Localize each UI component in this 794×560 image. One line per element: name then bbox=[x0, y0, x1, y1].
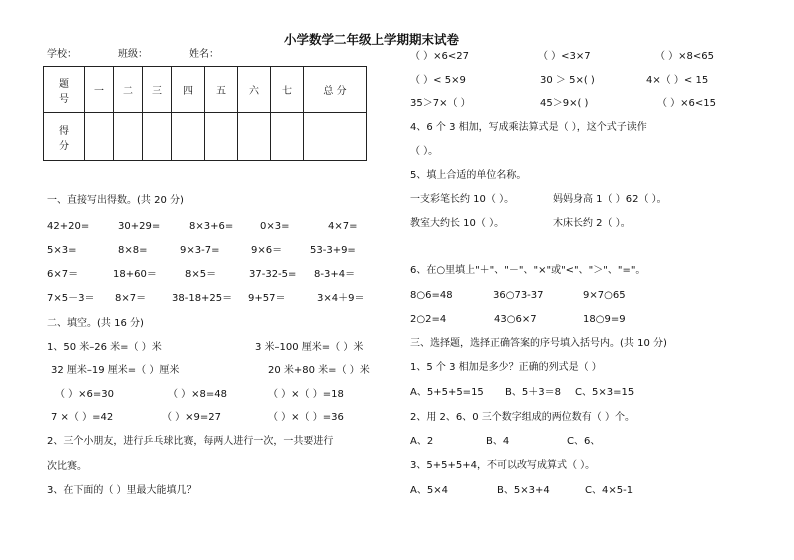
question-6-title: 6、在○里填上"＋"、"－"、"×"或"<"、"＞"、"="。 bbox=[410, 265, 646, 276]
section-1-title: 一、直接写出得数。(共 20 分) bbox=[47, 195, 184, 206]
question-2-line-1: 2、三个小朋友，进行乒乓球比赛，每两人进行一次，一共要进行 bbox=[47, 436, 334, 447]
choice-option: C、6、 bbox=[567, 436, 601, 447]
choice-option: C、5×3=15 bbox=[575, 387, 635, 398]
choice-option: C、4×5-1 bbox=[585, 485, 634, 496]
fill-item: 7 ×（ ）=42 bbox=[51, 412, 114, 423]
operator-item: 2○2=4 bbox=[410, 314, 447, 325]
row-label-score: 得 分 bbox=[44, 113, 85, 161]
score-cell bbox=[205, 113, 238, 161]
calc-item: 53-3+9= bbox=[310, 245, 356, 256]
compare-item: 30 ＞ 5×( ) bbox=[540, 75, 595, 86]
compare-item: （ ）×6<27 bbox=[410, 51, 470, 62]
fill-item: （ ）×6=30 bbox=[55, 389, 115, 400]
choice-option: A、5+5+5=15 bbox=[410, 387, 484, 398]
operator-item: 18○9=9 bbox=[583, 314, 626, 325]
school-label: 学校： bbox=[47, 49, 77, 60]
name-label: 姓名： bbox=[189, 49, 219, 60]
calc-item: 42+20= bbox=[47, 221, 90, 232]
unit-item: 一支彩笔长约 10（ ）。 bbox=[410, 194, 515, 205]
compare-item: 45＞9×( ) bbox=[540, 98, 589, 109]
calc-item: 9+57＝ bbox=[248, 293, 286, 304]
unit-item: 教室大约长 10（ ）。 bbox=[410, 218, 505, 229]
choice-option: B、4 bbox=[486, 436, 510, 447]
fill-item: 3 米–100 厘米=（ ）米 bbox=[255, 342, 364, 353]
choice-option: A、2 bbox=[410, 436, 434, 447]
choice-question-1: 1、5 个 3 相加是多少？正确的列式是（ ） bbox=[410, 362, 602, 373]
calc-item: 7×5－3＝ bbox=[47, 293, 95, 304]
score-cell bbox=[85, 113, 114, 161]
calc-item: 8-3+4＝ bbox=[314, 269, 356, 280]
fill-item: （ ）×（ ）=36 bbox=[268, 412, 344, 423]
operator-item: 36○73-37 bbox=[493, 290, 544, 301]
fill-item: （ ）×8=48 bbox=[168, 389, 228, 400]
class-label: 班级： bbox=[118, 49, 148, 60]
operator-item: 8○6=48 bbox=[410, 290, 453, 301]
col-header-total: 总 分 bbox=[304, 67, 367, 113]
question-4-line-1: 4、6 个 3 相加，写成乘法算式是（ ），这个式子读作 bbox=[410, 122, 647, 133]
compare-item: （ ）<3×7 bbox=[538, 51, 591, 62]
calc-item: 30+29= bbox=[118, 221, 161, 232]
fill-item: 1、50 米–26 米=（ ）米 bbox=[47, 342, 162, 353]
compare-item: （ ）×8<65 bbox=[655, 51, 715, 62]
score-table bbox=[43, 66, 367, 161]
row-label-question-no: 题 号 bbox=[44, 67, 85, 113]
col-header: 七 bbox=[271, 67, 304, 113]
choice-option: B、5＋3＝8 bbox=[505, 387, 561, 398]
operator-item: 43○6×7 bbox=[494, 314, 537, 325]
question-5-title: 5、填上合适的单位名称。 bbox=[410, 170, 527, 181]
question-2-line-2: 次比赛。 bbox=[47, 461, 87, 472]
col-header: 五 bbox=[205, 67, 238, 113]
page-title: 小学数学二年级上学期期末试卷 bbox=[284, 32, 460, 47]
calc-item: 37-32-5= bbox=[249, 269, 297, 280]
calc-item: 6×7＝ bbox=[47, 269, 79, 280]
question-3: 3、在下面的（ ）里最大能填几？ bbox=[47, 485, 197, 496]
score-cell bbox=[271, 113, 304, 161]
section-3-title: 三、选择题，选择正确答案的序号填入括号内。(共 10 分) bbox=[410, 338, 667, 349]
section-2-title: 二、填空。(共 16 分) bbox=[47, 318, 144, 329]
calc-item: 3×4＋9＝ bbox=[317, 293, 365, 304]
fill-item: 20 米+80 米=（ ）米 bbox=[268, 365, 370, 376]
question-4-line-2: （ ）。 bbox=[410, 146, 439, 157]
calc-item: 8×8= bbox=[118, 245, 148, 256]
fill-item: （ ）×9=27 bbox=[162, 412, 222, 423]
calc-item: 9×6＝ bbox=[251, 245, 283, 256]
score-cell bbox=[172, 113, 205, 161]
fill-item: 32 厘米–19 厘米=（ ）厘米 bbox=[51, 365, 180, 376]
score-cell bbox=[114, 113, 143, 161]
calc-item: 8×5＝ bbox=[185, 269, 217, 280]
calc-item: 0×3= bbox=[260, 221, 290, 232]
choice-option: A、5×4 bbox=[410, 485, 448, 496]
calc-item: 8×7＝ bbox=[115, 293, 147, 304]
fill-item: （ ）×（ ）=18 bbox=[268, 389, 344, 400]
col-header: 四 bbox=[172, 67, 205, 113]
score-cell bbox=[238, 113, 271, 161]
col-header: 六 bbox=[238, 67, 271, 113]
compare-item: 35＞7×（ ） bbox=[410, 98, 471, 109]
choice-question-3: 3、5+5+5+4，不可以改写成算式（ ）。 bbox=[410, 460, 596, 471]
col-header: 二 bbox=[114, 67, 143, 113]
calc-item: 18+60＝ bbox=[113, 269, 157, 280]
calc-item: 5×3= bbox=[47, 245, 77, 256]
score-cell bbox=[143, 113, 172, 161]
choice-option: B、5×3+4 bbox=[497, 485, 550, 496]
unit-item: 妈妈身高 1（ ）62（ ）。 bbox=[553, 194, 667, 205]
compare-item: （ ）< 5×9 bbox=[410, 75, 466, 86]
col-header: 三 bbox=[143, 67, 172, 113]
calc-item: 4×7= bbox=[328, 221, 358, 232]
choice-question-2: 2、用 2、6、0 三个数字组成的两位数有（ ）个。 bbox=[410, 412, 635, 423]
compare-item: 4×（ ）< 15 bbox=[646, 75, 709, 86]
unit-item: 木床长约 2（ ）。 bbox=[553, 218, 631, 229]
score-cell bbox=[304, 113, 367, 161]
calc-item: 38-18+25＝ bbox=[172, 293, 233, 304]
operator-item: 9×7○65 bbox=[583, 290, 626, 301]
col-header: 一 bbox=[85, 67, 114, 113]
calc-item: 9×3-7= bbox=[180, 245, 220, 256]
compare-item: （ ）×6<15 bbox=[657, 98, 717, 109]
calc-item: 8×3+6= bbox=[189, 221, 234, 232]
